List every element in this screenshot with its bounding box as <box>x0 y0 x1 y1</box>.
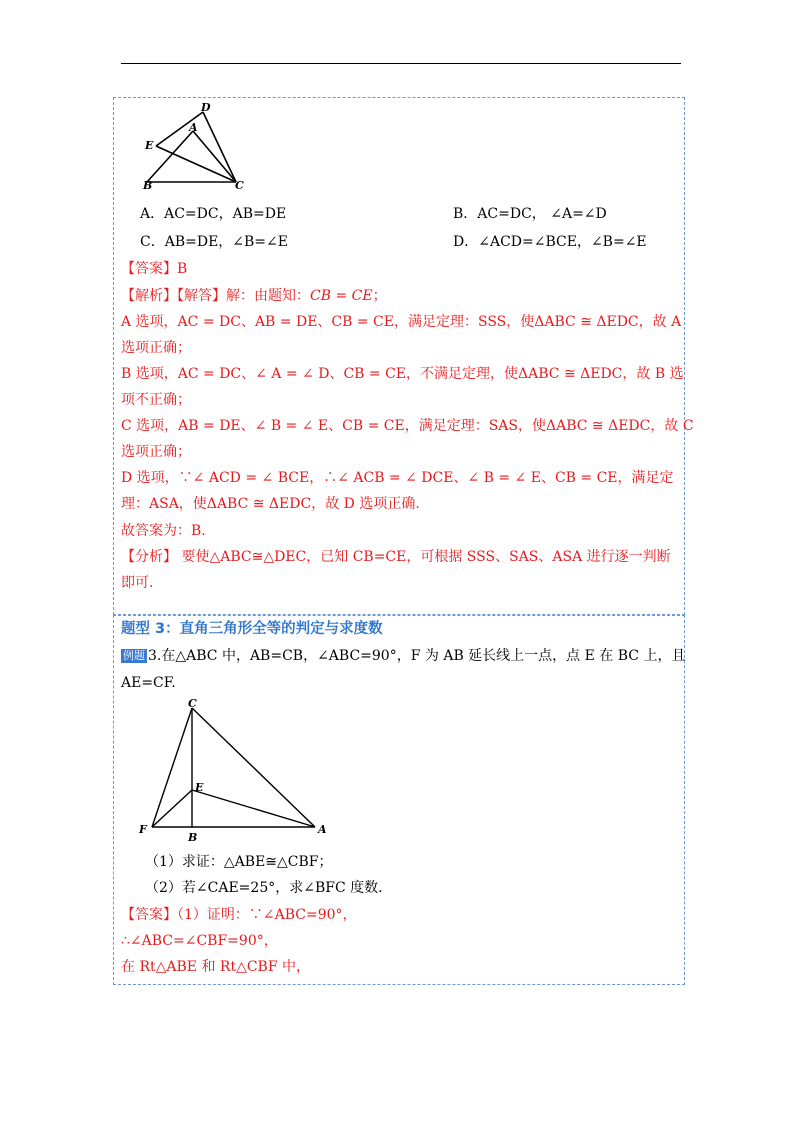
example-text: 3.在△ABC 中，AB=CB，∠ABC=90°，F 为 AB 延长线上一点，点 E 在 BC 上，且 <box>148 648 686 664</box>
analysis-intro-text: 解：由题知： <box>226 288 310 304</box>
analysis-line: 理：ASA，使ΔABC ≅ ΔEDC，故 D 选项正确. <box>121 496 420 512</box>
analysis-line: C 选项，AB = DE、∠ B = ∠ E、CB = CE，满足定理：SAS，使ΔABC ≅ ΔEDC，故 C <box>121 418 694 434</box>
analysis-conclusion: 故答案为：B. <box>121 523 206 539</box>
answer-value: B <box>177 261 188 277</box>
answer-label: 【答案】 <box>121 261 177 277</box>
triangle-figure-1 <box>140 98 250 193</box>
fig1-label-a: A <box>189 121 198 134</box>
answer2-line-3: 在 Rt△ABE 和 Rt△CBF 中， <box>121 959 310 975</box>
section-heading: 题型 3：直角三角形全等的判定与求度数 <box>121 621 383 637</box>
answer-line <box>121 260 187 278</box>
triangle-figure-2 <box>135 695 340 845</box>
fenxi-line-2: 即可. <box>121 575 154 591</box>
answer2-line-2: ∴∠ABC=∠CBF=90°， <box>121 933 278 949</box>
answer2-label: 【答案】 <box>121 907 177 923</box>
analysis-line: A 选项，AC = DC、AB = DE、CB = CE，满足定理：SSS，使ΔABC ≅ ΔEDC，故 A <box>121 314 682 330</box>
analysis-intro-math: CB = CE <box>310 288 373 304</box>
example-line-1 <box>121 647 685 665</box>
question-2: （2）若∠CAE=25°，求∠BFC 度数. <box>145 880 383 896</box>
option-d: D．∠ACD=∠BCE，∠B=∠E <box>453 234 647 250</box>
fig1-label-e: E <box>145 139 154 152</box>
question-1: （1）求证：△ABE≅△CBF； <box>145 854 333 870</box>
fig2-label-b: B <box>188 831 198 844</box>
analysis-line: B 选项，AC = DC、∠ A = ∠ D、CB = CE，不满足定理，使ΔABC ≅ ΔEDC，故 B 选 <box>121 366 684 382</box>
answer2-text: （1）证明：∵∠ABC=90°， <box>177 907 357 923</box>
header-rule <box>121 63 681 64</box>
fig2-label-f: F <box>139 823 147 836</box>
option-c: C．AB=DE，∠B=∠E <box>140 234 288 250</box>
fig2-label-a: A <box>318 823 327 836</box>
fig1-label-d: D <box>201 101 211 114</box>
analysis-line: 选项正确； <box>121 340 191 356</box>
example-tag: 例题 <box>123 649 145 662</box>
fenxi-text: 要使△ABC≅△DEC，已知 CB=CE，可根据 SSS、SAS、ASA 进行逐一判断 <box>177 549 671 565</box>
analysis-line: 项不正确； <box>121 392 191 408</box>
fenxi-line-1 <box>121 548 671 566</box>
example-line-2: AE=CF. <box>121 675 176 691</box>
option-a: A．AC=DC，AB=DE <box>140 206 287 222</box>
fig1-label-c: C <box>235 179 244 192</box>
fig2-label-e: E <box>195 781 204 794</box>
analysis-intro-end: ； <box>372 288 387 304</box>
fenxi-label: 【分析】 <box>121 549 177 565</box>
fig2-label-c: C <box>188 697 197 710</box>
option-b: B．AC=DC， ∠A=∠D <box>453 206 607 222</box>
analysis-line: 选项正确； <box>121 444 191 460</box>
analysis-label: 【解析】【解答】 <box>121 288 226 304</box>
analysis-line: D 选项，∵∠ ACD = ∠ BCE，∴∠ ACB = ∠ DCE、∠ B = ∠ E、CB = CE，满足定 <box>121 470 674 486</box>
answer2-line-1 <box>121 906 357 924</box>
fig1-label-b: B <box>143 179 153 192</box>
analysis-intro <box>121 287 387 305</box>
